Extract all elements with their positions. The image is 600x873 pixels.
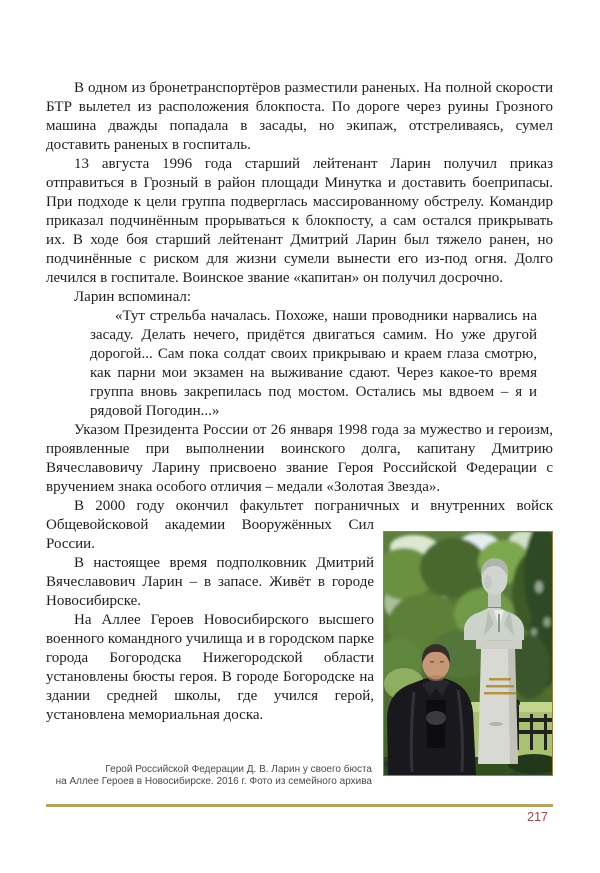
quote-block: «Тут стрельба началась. Похоже, наши проводники нарвались на засаду. Делать нечего, придётся двигаться самим. Но уже другой дорогой... Сам пока солдат своих прикрываю и краем глаза смотрю, как парни мои экзамен на выживание сдают. Через какое-то время группа вновь закрепилась под мостом. Остались мы вдвоем – я и рядовой Погодин...» <box>90 308 537 419</box>
paragraph-8: На Аллее Героев Новосибирского высшего военного командного училища и в городском парке города Богородска Нижегородской области установлены бюсты героя. В городе Богородске на здании средней школы, где учился герой, установлена мемориальная доска. <box>46 612 374 723</box>
hero-photo <box>383 531 553 776</box>
paragraph-6-part1: В 2000 году окончил факультет пограничных и внутренних войск <box>74 498 553 514</box>
paragraph-7: В настоящее время подполковник Дмитрий Вячеславович Ларин – в запасе. Живёт в городе Новосибирске. <box>46 555 374 609</box>
photo-figure <box>383 531 553 776</box>
pedestal <box>476 640 522 764</box>
paragraph-1: В одном из бронетранспортёров разместили раненых. На полной скорости БТР вылетел из расположения блокпоста. По дороге через руины Грозного машина дважды попадала в засады, но экипаж, отстреливаясь, сумел доставить раненых в госпиталь. <box>46 80 553 153</box>
photo-caption <box>46 764 372 787</box>
paragraph-2: 13 августа 1996 года старший лейтенант Ларин получил приказ отправиться в Грозный в район площади Минутка и доставить боеприпасы. При подходе к цели группа подверглась массированному обстрелу. Командир приказал подчинённым прорываться к блокпосту, а сам остался прикрывать их. В ходе боя старший лейтенант Дмитрий Ларин был тяжело ранен, но подчинённые с риском для жизни сумели вынести его из-под огня. Долго лечился в госпитале. Воинское звание «капитан» он получил досрочно. <box>46 156 553 286</box>
photo-caption-line-1: Герой Российской Федерации Д. В. Ларин у своего бюста <box>105 764 372 775</box>
paragraph-5: Указом Президента России от 26 января 1998 года за мужество и героизм, проявленные при выполнении воинского долга, капитану Дмитрию Вячеславовичу Ларину присвоено звание Героя Российской Федерации с вручением знака особого отличия – медали «Золотая Звезда». <box>46 422 553 495</box>
footer-rule <box>46 804 553 807</box>
page-content <box>46 79 553 782</box>
paragraph-6 <box>46 497 553 554</box>
hero-photo-illustration <box>384 532 552 775</box>
page-number: 217 <box>527 810 548 824</box>
photo-caption-line-2: на Аллее Героев в Новосибирске. 2016 г. Фото из семейного архива <box>55 775 372 787</box>
paragraph-6-part2: Общевойсковой академии Вооружённых Сил России. <box>46 517 374 552</box>
paragraph-3: Ларин вспоминал: <box>74 289 192 305</box>
